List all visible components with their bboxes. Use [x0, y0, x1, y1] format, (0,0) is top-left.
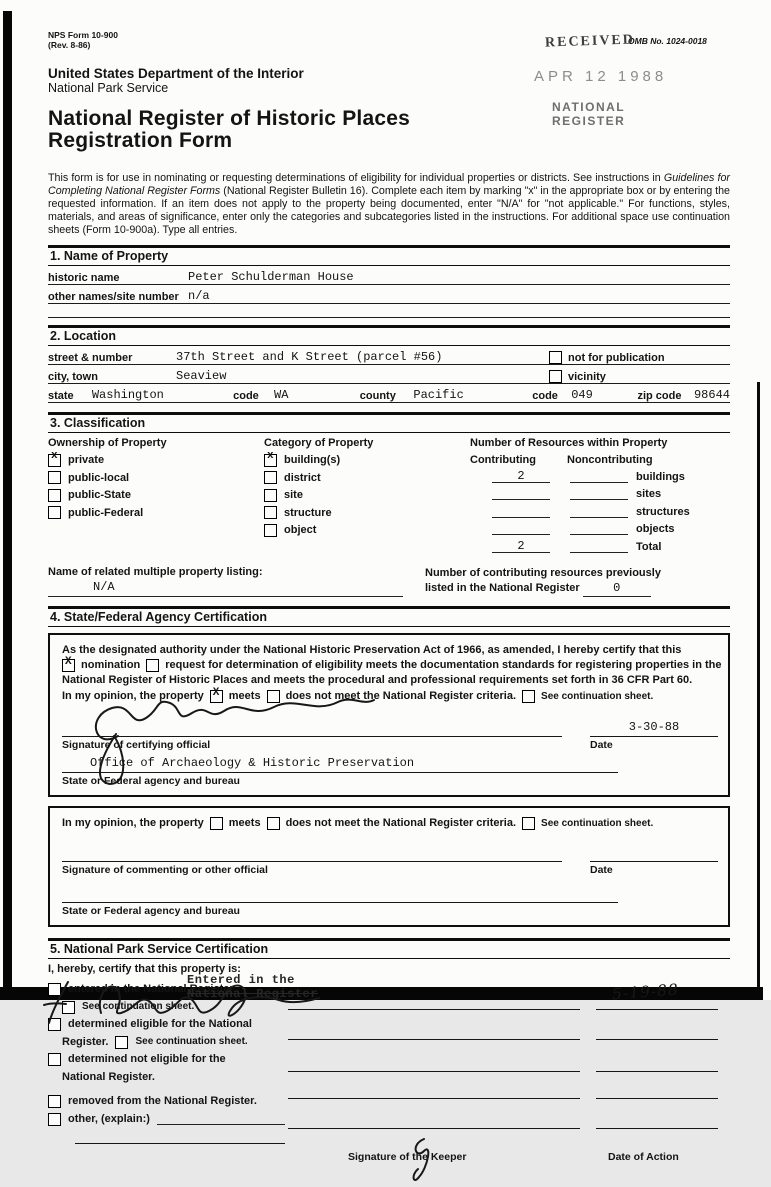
cert-text: As the designated authority under the National Historic Preservation Act of 1966, as amended, I hereby certify that this — [62, 644, 682, 657]
instructions-text: (National Register Bulletin 16). Complete each item by marking "x" in the appropriate box or by entering the requested information. If an item does not apply to the property being documented, enter "N/A" for "not applicable." For functions, styles, materials, and areas of significance, enter only the categories and subcategories listed in the instructions. For additional space use continuation sheets (Form 10-900a). Type all entries. — [48, 184, 730, 236]
option-label: entered in the National Register. — [68, 983, 237, 996]
meets2-checkbox[interactable] — [210, 817, 223, 830]
option-label: removed from the National Register. — [68, 1095, 257, 1108]
other-explain-field[interactable] — [157, 1113, 285, 1125]
street-label: street & number — [48, 351, 133, 364]
previously-listed-block — [393, 566, 730, 597]
signature-labels-row — [62, 864, 718, 876]
option-label: determined not eligible for the — [68, 1053, 226, 1066]
certifying-signature-handwriting — [70, 676, 400, 786]
cert-text: In my opinion, the property — [62, 689, 204, 702]
noncontributing-total-field[interactable] — [570, 539, 628, 553]
vicinity-checkbox[interactable] — [549, 370, 562, 383]
keeper-signature-field-2[interactable] — [288, 1039, 580, 1040]
commenting-signature-field[interactable] — [62, 843, 562, 862]
other-checkbox[interactable] — [48, 1113, 61, 1126]
cert-text: request for determination of eligibility meets the documentation standards for registering properties in the — [165, 659, 722, 672]
resources-row-buildings — [470, 469, 730, 483]
option-label: district — [284, 471, 321, 484]
agency-field[interactable]: Office of Archaeology & Historic Preservation — [62, 756, 618, 773]
section-1-heading: 1. Name of Property — [48, 245, 730, 266]
contributing-header: Contributing — [470, 453, 536, 466]
agency2-label-row — [62, 905, 718, 917]
date-of-action-field-5[interactable] — [596, 1128, 718, 1129]
other-names-field[interactable]: n/a — [188, 288, 210, 303]
district-checkbox[interactable] — [264, 471, 277, 484]
category-option-structure — [264, 506, 470, 519]
street-field[interactable]: 37th Street and K Street (parcel #56) — [176, 349, 443, 364]
checkbox-mark: X — [212, 686, 220, 699]
date-of-action-field-1[interactable] — [596, 1009, 718, 1010]
nomination-checkbox[interactable] — [62, 656, 75, 672]
section-2-heading: 2. Location — [48, 325, 730, 346]
option-determined-not-eligible — [48, 1053, 293, 1066]
state-code-label: code — [233, 389, 259, 402]
see-continuation-checkbox[interactable] — [522, 690, 535, 703]
option-label: private — [68, 454, 105, 467]
certifying-official-box — [48, 633, 730, 797]
page-title — [48, 108, 730, 151]
contributing-objects-field[interactable] — [492, 521, 550, 535]
contributing-sites-field[interactable] — [492, 486, 550, 500]
state-code-field[interactable]: WA — [274, 387, 289, 402]
resources-row-objects — [470, 521, 730, 535]
nomination-label: nomination — [81, 659, 141, 672]
historic-name-label: historic name — [48, 271, 120, 284]
agency2-label: State or Federal agency and bureau — [62, 905, 240, 918]
meets2-label: meets — [228, 816, 261, 829]
related-listing-label: Name of related multiple property listing: — [48, 566, 263, 579]
option-label: public-Federal — [68, 506, 144, 519]
not-for-publication-label: not for publication — [568, 351, 665, 364]
state-label: state — [48, 389, 74, 402]
ownership-option-private — [48, 449, 264, 467]
agency2-field[interactable] — [62, 886, 618, 903]
category-option-district — [264, 471, 470, 484]
form-revision: (Rev. 8-86) — [48, 40, 91, 50]
option-label: public-local — [68, 471, 130, 484]
date-of-action-field-2[interactable] — [596, 1039, 718, 1040]
scan-artifact-left — [3, 11, 12, 989]
checkbox-mark: x — [51, 449, 58, 462]
not-for-publication-checkbox[interactable] — [549, 351, 562, 364]
option-determined-not-eligible-line2 — [62, 1071, 293, 1083]
object-checkbox[interactable] — [264, 524, 277, 537]
ownership-column — [48, 437, 264, 557]
commenting-official-box — [48, 806, 730, 927]
date2-label: Date — [590, 864, 613, 877]
state-field[interactable]: Washington — [91, 387, 164, 402]
county-label: county — [359, 389, 396, 402]
contributing-structures-field[interactable] — [492, 504, 550, 518]
cert-text: National Register of Historic Places and meets the procedural and professional requirements set forth in 36 CFR Part 60. — [62, 674, 693, 687]
resources-title: Number of Resources within Property — [470, 436, 668, 449]
option-label: other, (explain:) — [68, 1112, 150, 1125]
see-continuation2-label: See continuation sheet. — [541, 817, 654, 829]
ownership-option-public-local — [48, 471, 264, 484]
option-label: National Register. — [62, 1070, 155, 1083]
see-continuation-label: See continuation sheet. — [541, 690, 654, 702]
determined-not-eligible-checkbox[interactable] — [48, 1053, 61, 1066]
state-row — [48, 384, 730, 403]
related-listing-row — [48, 566, 730, 597]
ownership-option-public-state — [48, 489, 264, 502]
form-number: NPS Form 10-900 — [48, 30, 118, 40]
cert-text: does not meet the National Register criteria. — [285, 689, 517, 702]
public-local-checkbox[interactable] — [48, 471, 61, 484]
option-label: site — [284, 489, 303, 502]
removed-checkbox[interactable] — [48, 1095, 61, 1108]
other-names-row — [48, 285, 730, 304]
does-not-meet2-checkbox[interactable] — [267, 817, 280, 830]
instructions-text: This form is for use in nominating or requesting determinations of eligibility for individual properties or districts. See instructions in — [48, 172, 664, 184]
commenting-date-field[interactable] — [590, 845, 718, 862]
other-explain-continuation-line[interactable] — [75, 1143, 285, 1144]
contributing-total-field[interactable]: 2 — [492, 539, 550, 553]
zip-code-label: zip code — [637, 389, 682, 402]
other-names-label: other names/site number — [48, 290, 179, 303]
site-checkbox[interactable] — [264, 489, 277, 502]
option-other — [48, 1113, 293, 1126]
city-row — [48, 365, 730, 384]
checkbox-mark: X — [65, 656, 72, 669]
county-code-field[interactable]: 049 — [571, 387, 593, 402]
stamp-line: REGISTER — [552, 114, 626, 128]
keeper-signature-field-3[interactable] — [288, 1071, 580, 1072]
instructions-italic: Guidelines for Completing National Register Forms — [48, 172, 730, 197]
date-of-action-field-4[interactable] — [596, 1098, 718, 1099]
public-federal-checkbox[interactable] — [48, 506, 61, 519]
related-listing-field[interactable]: N/A — [48, 578, 403, 597]
nps-cert-intro: I, hereby, certify that this property is: — [48, 963, 241, 976]
historic-name-field[interactable]: Peter Schulderman House — [188, 269, 354, 284]
omb-number: OMB No. 1024-0018 — [628, 36, 707, 46]
stamp-text-line: Entered in the — [187, 973, 295, 988]
structure-checkbox[interactable] — [264, 506, 277, 519]
option-label: See continuation sheet. — [82, 1000, 195, 1012]
meets-label: meets — [228, 689, 261, 702]
scan-artifact-right — [757, 382, 760, 988]
public-state-checkbox[interactable] — [48, 489, 61, 502]
historic-name-row — [48, 266, 730, 285]
keeper-signature-label: Signature of the Keeper — [348, 1151, 467, 1164]
checkbox-mark: x — [267, 449, 274, 462]
date-of-action-field-3[interactable] — [596, 1071, 718, 1072]
date-of-action-label: Date of Action — [608, 1151, 679, 1164]
section-3-heading: 3. Classification — [48, 412, 730, 433]
option-label: object — [284, 524, 317, 537]
certifying-date-field[interactable]: 3-30-88 — [590, 720, 718, 737]
received-stamp: RECEIVED — [544, 32, 636, 51]
ownership-option-public-federal — [48, 506, 264, 519]
option-label: See continuation sheet. — [135, 1035, 248, 1047]
private-checkbox[interactable] — [48, 449, 61, 467]
previously-listed-count-field[interactable]: 0 — [583, 581, 651, 597]
section-4-heading: 4. State/Federal Agency Certification — [48, 606, 730, 627]
noncontributing-objects-field[interactable] — [570, 521, 628, 535]
form-instructions — [48, 172, 730, 237]
related-listing-block — [48, 566, 393, 597]
nps-certification-area — [48, 973, 730, 1185]
see-continuation2-checkbox[interactable] — [522, 817, 535, 830]
county-code-label: code — [532, 389, 558, 402]
resources-row-label: buildings — [636, 470, 685, 483]
option-determined-eligible-line2 — [62, 1036, 293, 1049]
request-checkbox[interactable] — [146, 659, 159, 672]
ownership-title: Ownership of Property — [48, 436, 167, 449]
see-continuation-checkbox-2[interactable] — [115, 1036, 128, 1049]
option-label: determined eligible for the National — [68, 1018, 252, 1031]
commenting-signature-row — [62, 843, 718, 862]
vicinity-label: vicinity — [568, 370, 606, 383]
section-5-heading: 5. National Park Service Certification — [48, 938, 730, 959]
keeper-signature-field-4[interactable] — [288, 1098, 580, 1099]
resources-row-label: objects — [636, 523, 675, 536]
certifying-signature-row — [62, 718, 718, 737]
noncontributing-header: Noncontributing — [567, 453, 653, 466]
classification-columns — [48, 437, 730, 557]
entered-date-handwritten: 5-19-88 — [611, 980, 680, 1004]
option-label: public-State — [68, 489, 131, 502]
form-number-block — [48, 30, 730, 50]
previously-listed-label: Number of contributing resources previously — [425, 567, 661, 580]
city-label: city, town — [48, 370, 98, 383]
certifying-signature-field[interactable] — [62, 718, 562, 737]
date-label: Date — [590, 738, 613, 751]
resources-row-structures — [470, 504, 730, 518]
resources-row-total — [470, 539, 730, 553]
entered-checkmark-handwriting — [40, 979, 72, 1027]
option-label: building(s) — [284, 454, 341, 467]
title-line-2: Registration Form — [48, 128, 233, 152]
option-removed — [48, 1095, 293, 1108]
buildings-checkbox[interactable] — [264, 449, 277, 467]
noncontributing-sites-field[interactable] — [570, 486, 628, 500]
noncontributing-structures-field[interactable] — [570, 504, 628, 518]
title-line-1: National Register of Historic Places — [48, 107, 410, 130]
category-option-site — [264, 489, 470, 502]
county-field[interactable]: Pacific — [413, 387, 464, 402]
department-title: United States Department of the Interior — [48, 66, 304, 81]
service-title: National Park Service — [48, 81, 169, 95]
cert-text: In my opinion, the property — [62, 816, 204, 829]
certifying-signature-label: Signature of certifying official — [62, 738, 211, 751]
option-label: Register. — [62, 1035, 109, 1048]
stamp-text-line-struck: National Register — [187, 987, 318, 1002]
received-date-stamp: APR 12 1988 — [534, 68, 668, 85]
keeper-signature-field-5[interactable] — [288, 1128, 580, 1129]
street-row — [48, 346, 730, 365]
stamp-line: NATIONAL — [552, 100, 626, 114]
noncontributing-buildings-field[interactable] — [570, 469, 628, 483]
resources-column — [470, 437, 730, 557]
city-field[interactable]: Seaview — [176, 368, 227, 383]
resources-headers — [470, 454, 730, 466]
category-option-buildings — [264, 449, 470, 467]
resources-row-label: Total — [636, 540, 662, 553]
keeper-signature-field-1[interactable] — [288, 1009, 580, 1010]
category-title: Category of Property — [264, 436, 374, 449]
previously-listed-label: listed in the National Register — [425, 582, 580, 595]
category-column — [264, 437, 470, 557]
category-option-object — [264, 524, 470, 537]
entered-stamp — [187, 973, 318, 1001]
option-label: structure — [284, 506, 332, 519]
resources-row-label: sites — [636, 488, 662, 501]
commenting-signature-label: Signature of commenting or other official — [62, 864, 268, 877]
blank-row — [48, 304, 730, 318]
resources-row-label: structures — [636, 505, 690, 518]
resources-row-sites — [470, 486, 730, 500]
agency-label: State or Federal agency and bureau — [62, 774, 240, 787]
cert-text: does not meet the National Register criteria. — [285, 816, 517, 829]
contributing-buildings-field[interactable]: 2 — [492, 469, 550, 483]
keeper-initial-squiggle — [400, 1131, 440, 1187]
zip-code-field[interactable]: 98644 — [693, 387, 730, 402]
